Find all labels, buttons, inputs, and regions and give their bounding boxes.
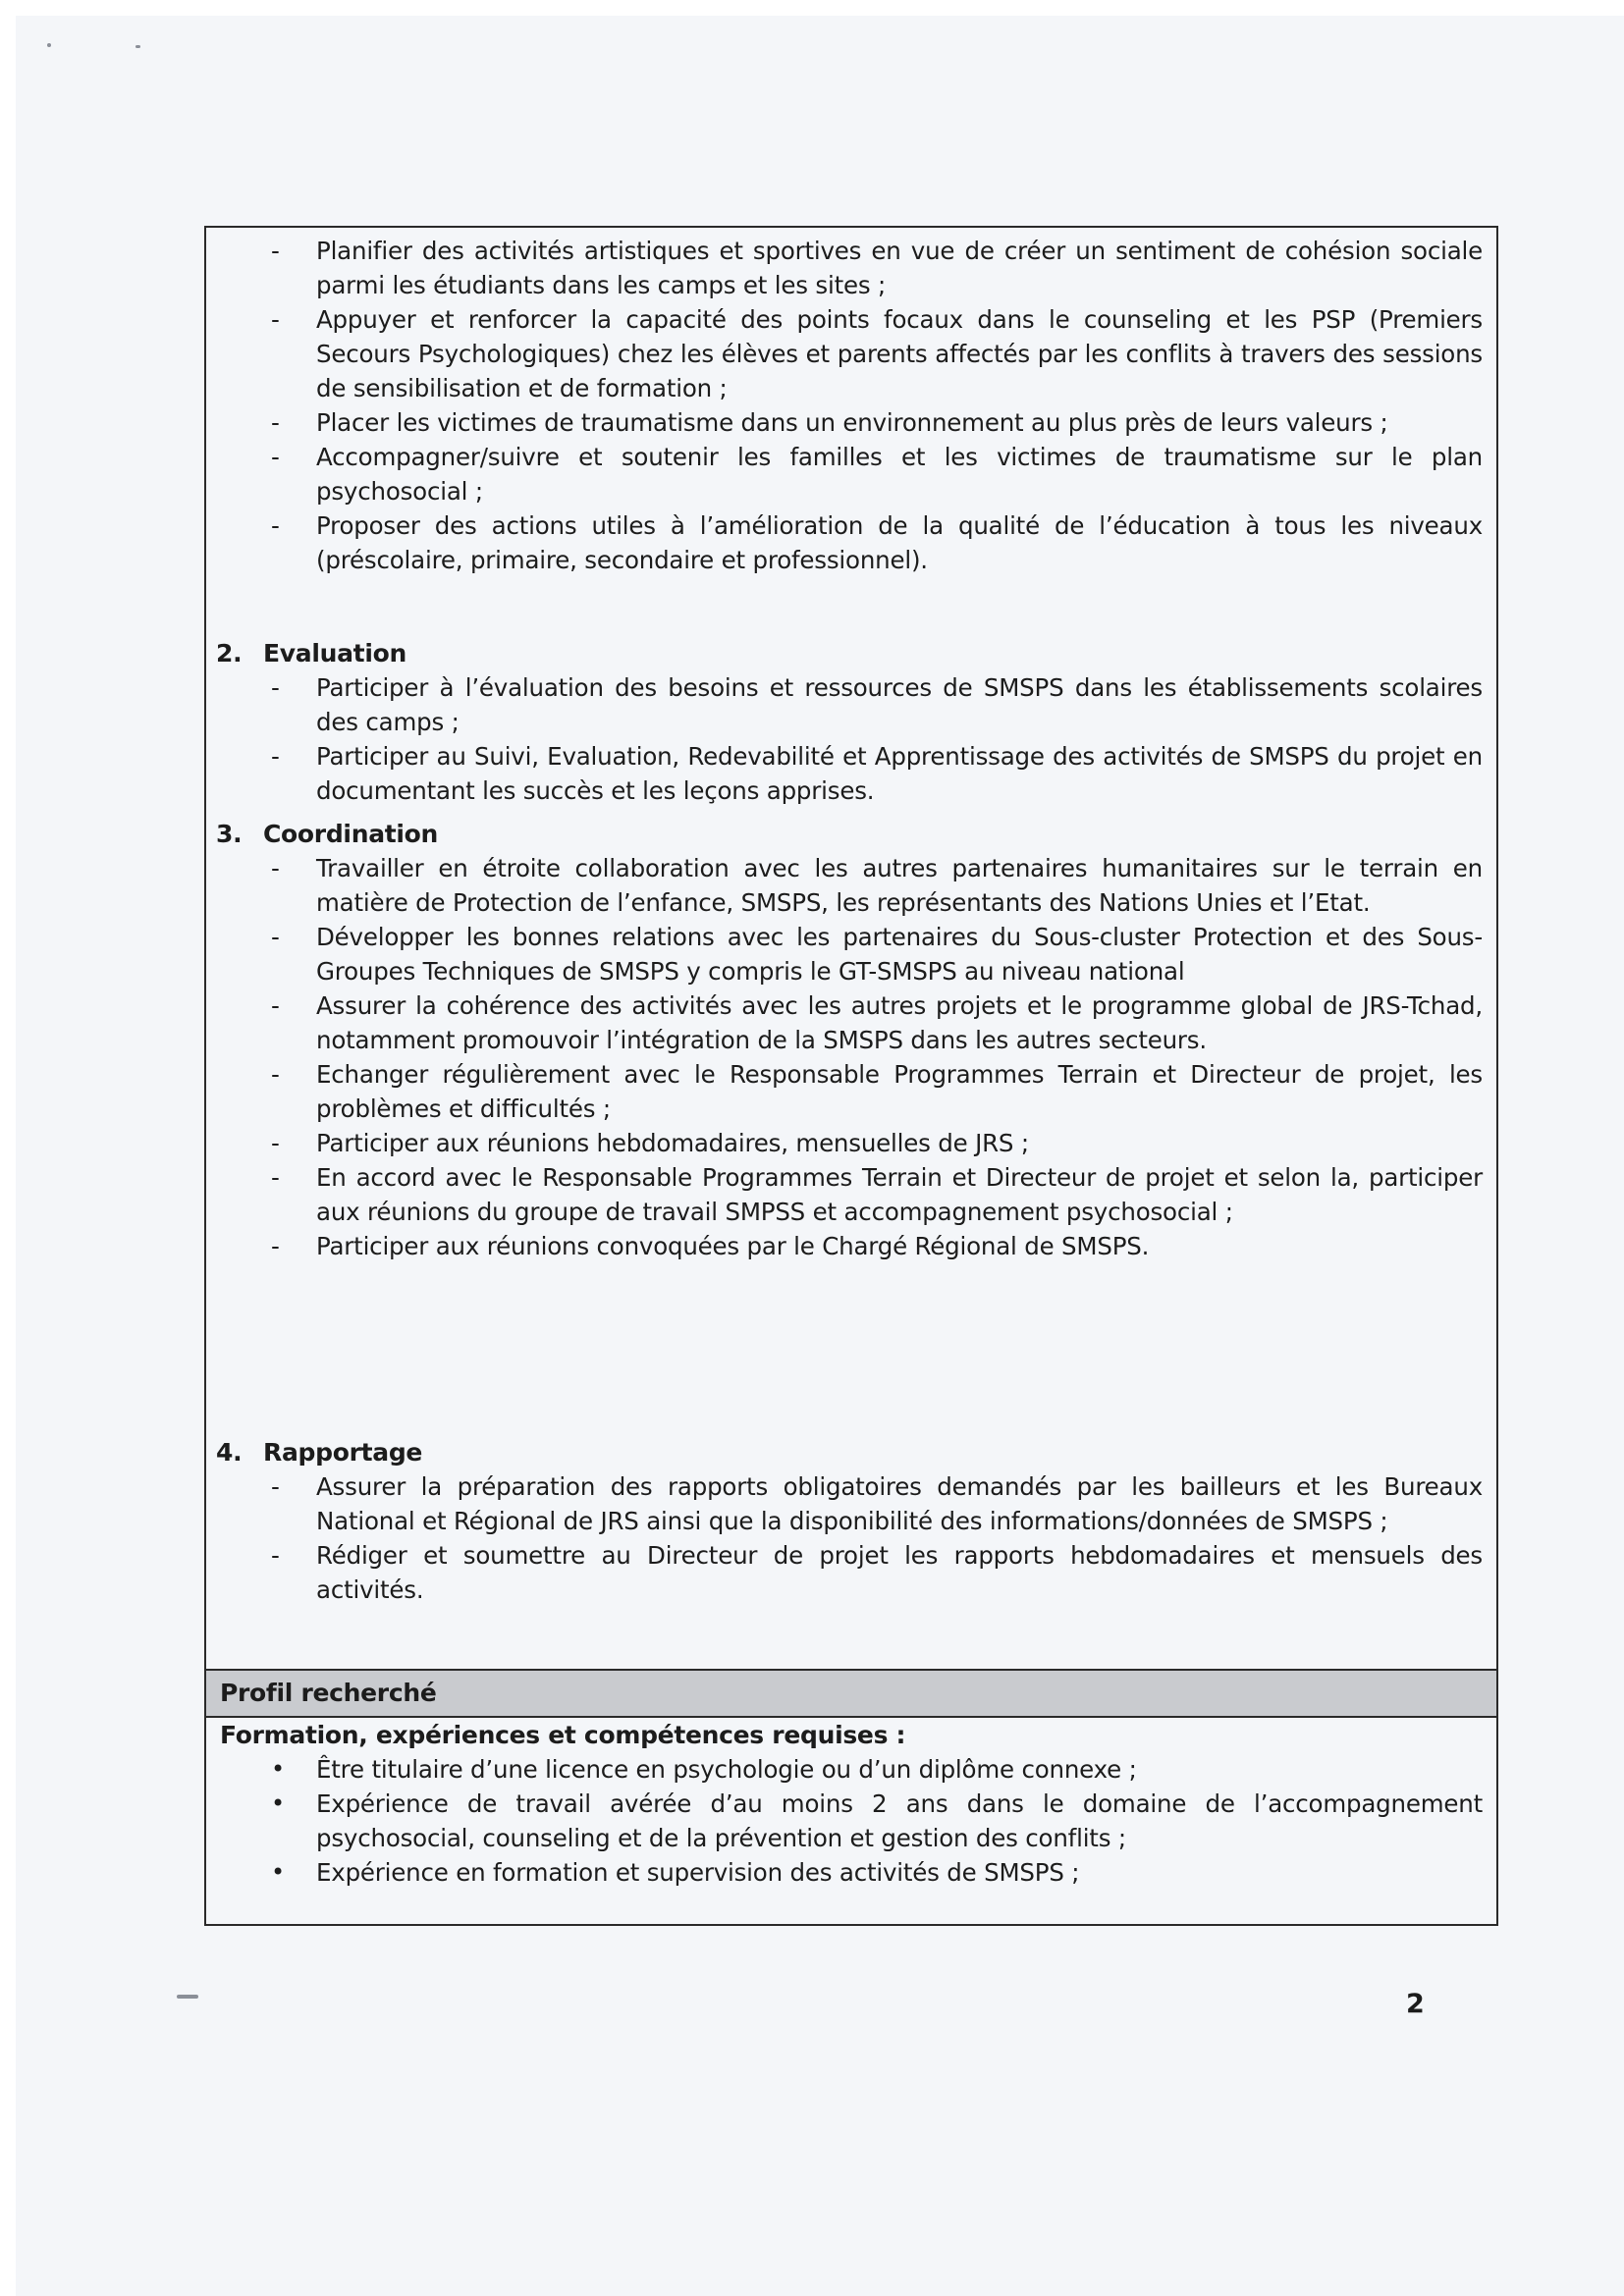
dash-bullet: -	[271, 1541, 280, 1570]
list-item: - Proposer des actions utiles à l’amélioration de la qualité de l’éducation à tous les niveaux (préscolaire, primaire, secondaire et professionnel).	[206, 508, 1496, 577]
content-table	[204, 226, 1498, 1926]
list-item: • Être titulaire d’une licence en psychologie ou d’un diplôme connexe ;	[206, 1752, 1496, 1787]
responsibilities-cell	[206, 228, 1496, 1671]
list-item: - Assurer la cohérence des activités avec les autres projets et le programme global de JRS-Tchad, notamment promouvoir l’intégration de la SMSPS dans les autres secteurs.	[206, 988, 1496, 1057]
list-item: - Appuyer et renforcer la capacité des points focaux dans le counseling et les PSP (Premiers Secours Psychologiques) chez les élèves et parents affectés par les conflits à travers des sessions de sensibilisation et de formation ;	[206, 302, 1496, 405]
section-number: 4.	[216, 1438, 243, 1467]
profile-cell	[206, 1718, 1496, 1890]
section-1-list	[206, 234, 1496, 577]
dot-bullet: •	[271, 1789, 285, 1817]
section-3-list	[206, 851, 1496, 1263]
list-item: - Développer les bonnes relations avec les partenaires du Sous-cluster Protection et des Sous-Groupes Techniques de SMSPS y compris le GT-SMSPS au niveau national	[206, 920, 1496, 988]
scan-artifact	[177, 1995, 198, 1999]
section-title: Rapportage	[263, 1438, 423, 1467]
section-number: 3.	[216, 820, 243, 848]
list-item: - Accompagner/suivre et soutenir les familles et les victimes de traumatisme sur le plan psychosocial ;	[206, 440, 1496, 508]
dot-bullet: •	[271, 1755, 285, 1783]
scan-artifact	[47, 43, 51, 47]
requirements-subtitle: Formation, expériences et compétences requises :	[220, 1721, 906, 1749]
section-title: Evaluation	[263, 639, 406, 667]
dash-bullet: -	[271, 742, 280, 771]
list-item: - Participer à l’évaluation des besoins et ressources de SMSPS dans les établissements scolaires des camps ;	[206, 670, 1496, 739]
section-rapportage	[206, 1435, 1496, 1607]
dash-bullet: -	[271, 991, 280, 1020]
section-heading	[206, 1435, 1496, 1469]
dash-bullet: -	[271, 511, 280, 540]
requirements-list	[206, 1752, 1496, 1890]
list-item: - Planifier des activités artistiques et sportives en vue de créer un sentiment de cohésion sociale parmi les étudiants dans les camps et les sites ;	[206, 234, 1496, 302]
dash-bullet: -	[271, 854, 280, 882]
section-coordination	[206, 817, 1496, 1263]
list-item: - Participer aux réunions hebdomadaires, mensuelles de JRS ;	[206, 1126, 1496, 1160]
dash-bullet: -	[271, 443, 280, 471]
list-item: • Expérience de travail avérée d’au moins 2 ans dans le domaine de l’accompagnement psychosocial, counseling et de la prévention et gestion des conflits ;	[206, 1787, 1496, 1855]
dash-bullet: -	[271, 237, 280, 265]
dash-bullet: -	[271, 408, 280, 437]
dash-bullet: -	[271, 1163, 280, 1192]
scan-artifact	[135, 45, 140, 48]
dash-bullet: -	[271, 305, 280, 334]
list-item: - Assurer la préparation des rapports obligatoires demandés par les bailleurs et les Bureaux National et Régional de JRS ainsi que la disponibilité des informations/données de SMSPS ;	[206, 1469, 1496, 1538]
dash-bullet: -	[271, 1472, 280, 1501]
dash-bullet: -	[271, 1060, 280, 1089]
list-item: - Travailler en étroite collaboration avec les autres partenaires humanitaires sur le terrain en matière de Protection de l’enfance, SMSPS, les représentants des Nations Unies et l’Etat.	[206, 851, 1496, 920]
list-item: - Placer les victimes de traumatisme dans un environnement au plus près de leurs valeurs ;	[206, 405, 1496, 440]
dash-bullet: -	[271, 1129, 280, 1157]
section-number: 2.	[216, 639, 243, 667]
list-item: - Echanger régulièrement avec le Responsable Programmes Terrain et Directeur de projet, les problèmes et difficultés ;	[206, 1057, 1496, 1126]
page-number: 2	[1406, 1989, 1425, 2019]
list-item: • Expérience en formation et supervision des activités de SMSPS ;	[206, 1855, 1496, 1890]
section-heading	[206, 636, 1496, 670]
dot-bullet: •	[271, 1858, 285, 1886]
list-item: - En accord avec le Responsable Programmes Terrain et Directeur de projet et selon la, participer aux réunions du groupe de travail SMPSS et accompagnement psychosocial ;	[206, 1160, 1496, 1229]
profile-header-band	[206, 1669, 1496, 1718]
dash-bullet: -	[271, 923, 280, 951]
dash-bullet: -	[271, 1232, 280, 1260]
section-2-list	[206, 670, 1496, 808]
section-4-list	[206, 1469, 1496, 1607]
profile-header: Profil recherché	[220, 1679, 437, 1707]
section-evaluation	[206, 636, 1496, 808]
section-heading	[206, 817, 1496, 851]
list-item: - Participer aux réunions convoquées par le Chargé Régional de SMSPS.	[206, 1229, 1496, 1263]
dash-bullet: -	[271, 673, 280, 702]
list-item: - Rédiger et soumettre au Directeur de projet les rapports hebdomadaires et mensuels des activités.	[206, 1538, 1496, 1607]
section-title: Coordination	[263, 820, 439, 848]
list-item: - Participer au Suivi, Evaluation, Redevabilité et Apprentissage des activités de SMSPS du projet en documentant les succès et les leçons apprises.	[206, 739, 1496, 808]
section-1-continued	[206, 234, 1496, 577]
